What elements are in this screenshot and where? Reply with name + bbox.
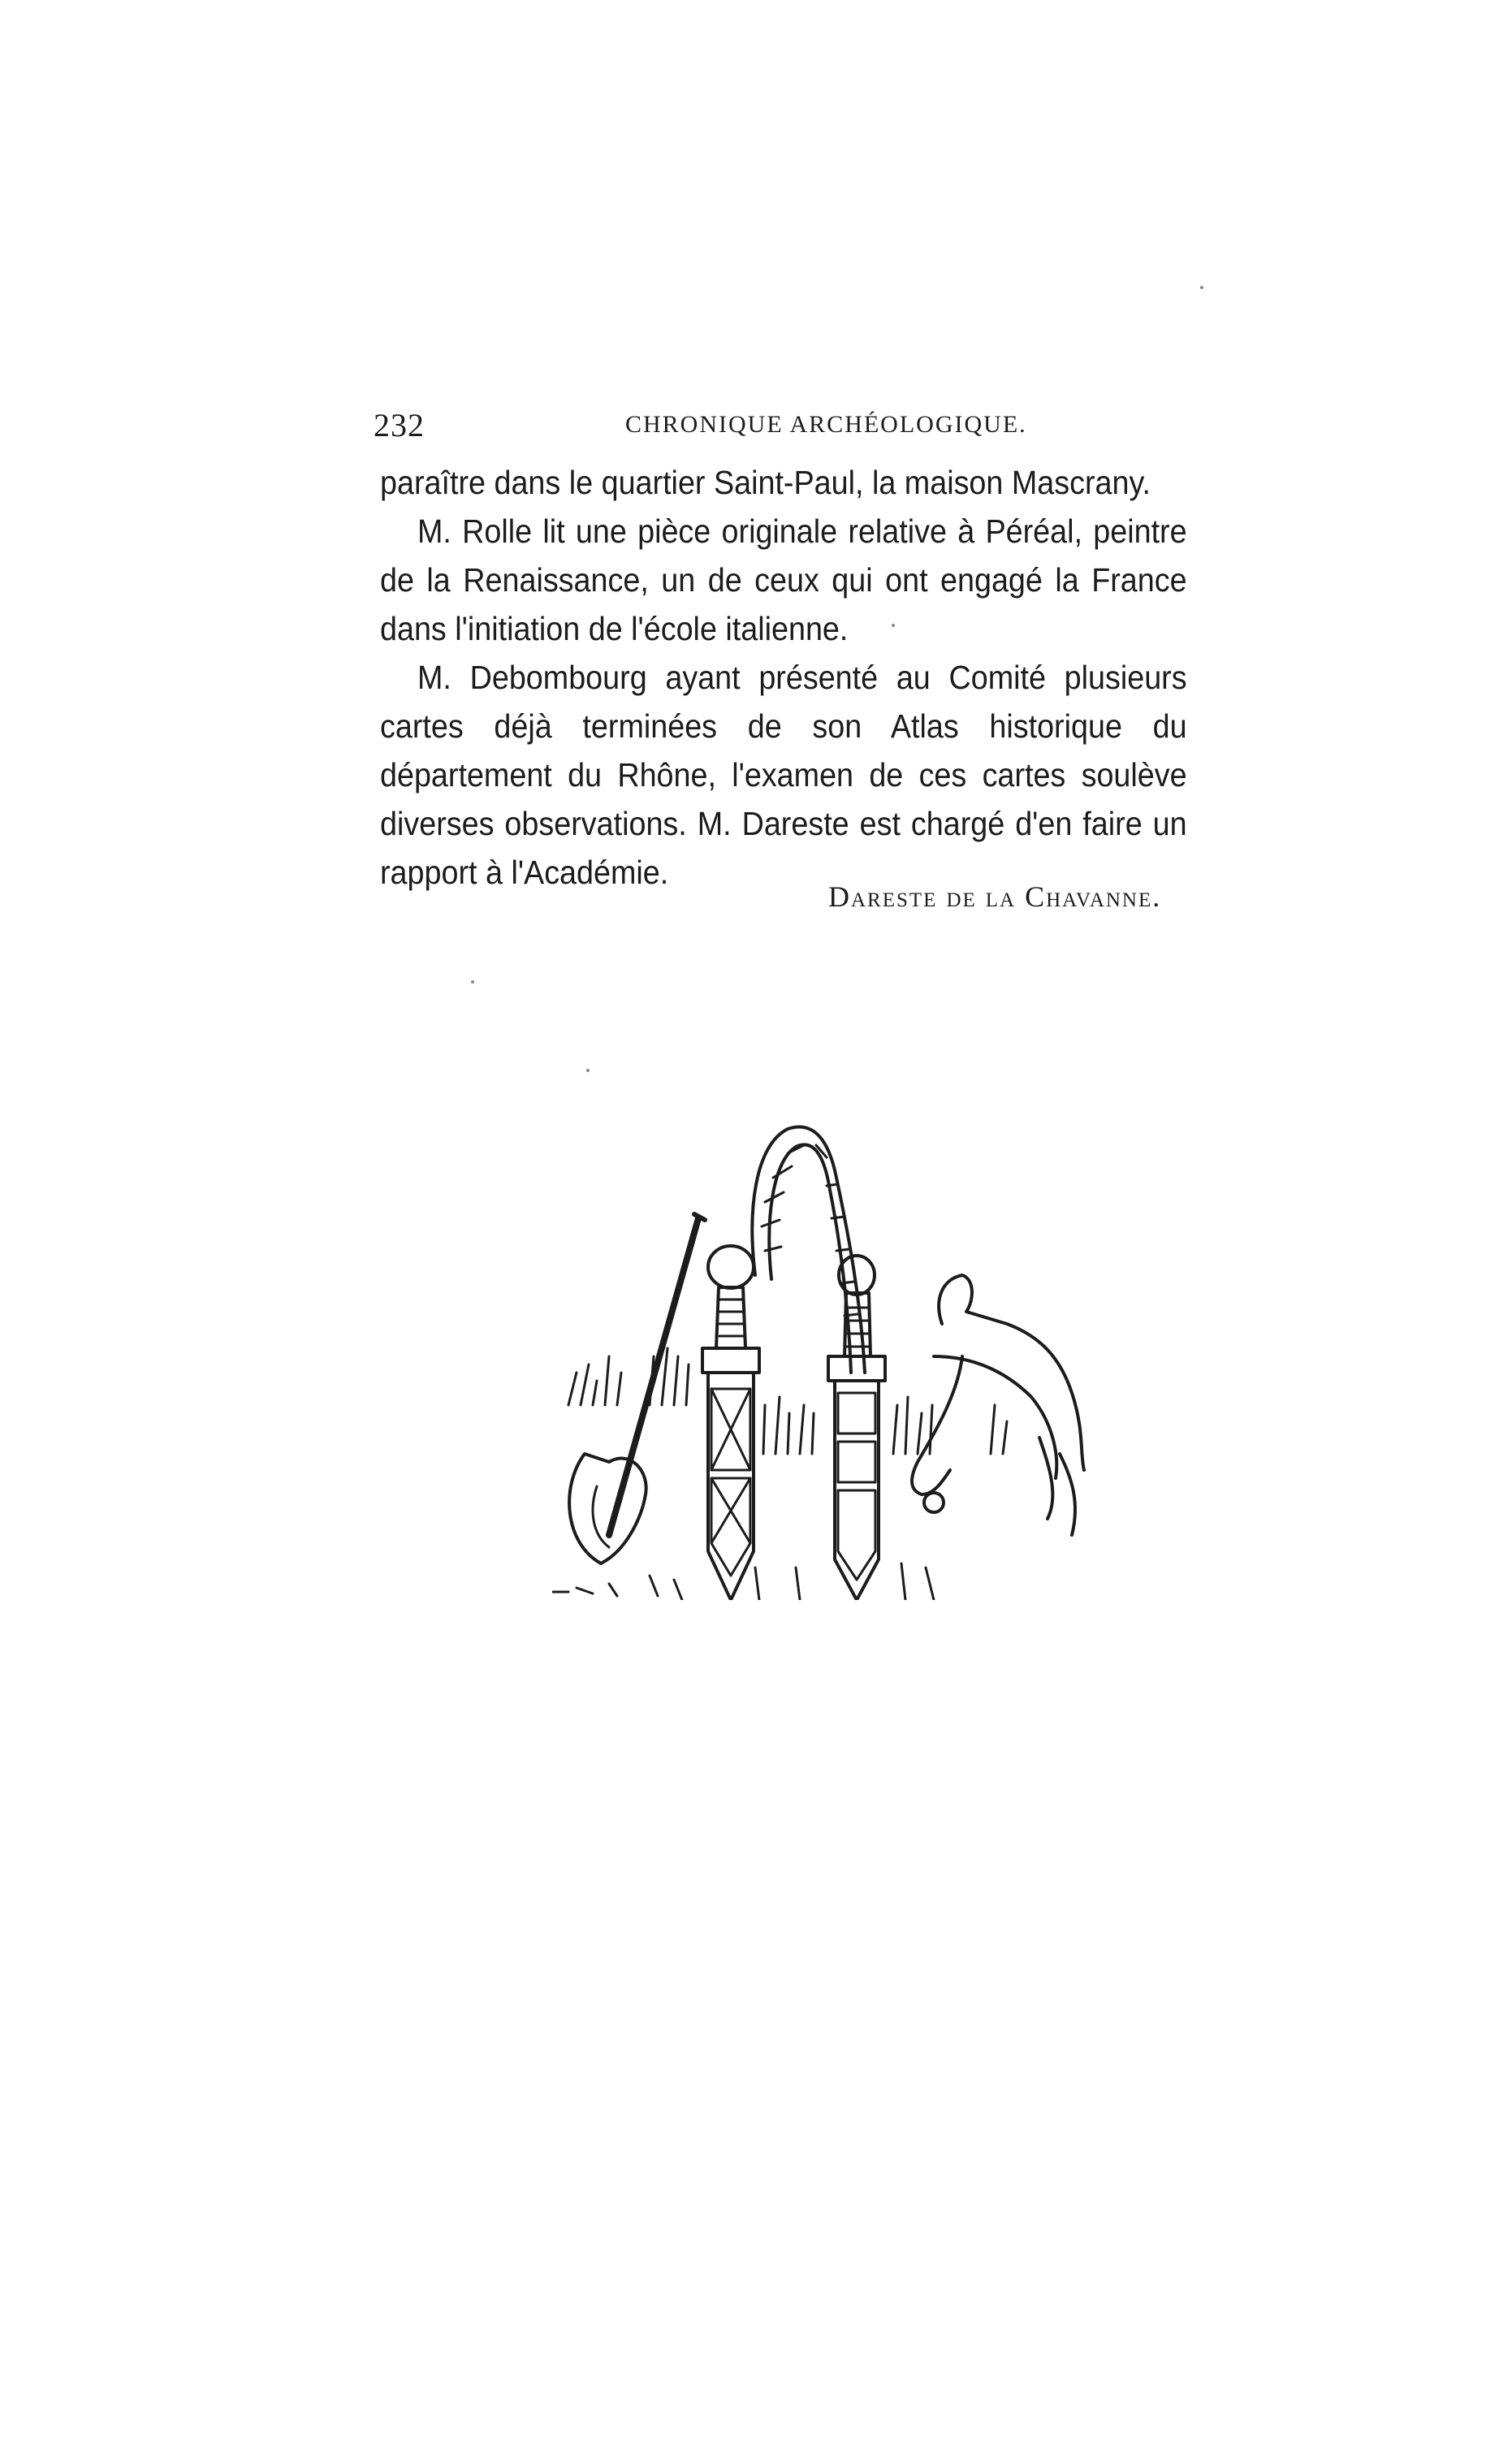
left-dagger-icon — [702, 1246, 759, 1600]
page-number: 232 — [374, 407, 425, 443]
axe-icon — [569, 1214, 705, 1563]
right-dagger-icon — [828, 1256, 885, 1600]
paper-speck — [471, 980, 474, 984]
running-head — [374, 406, 1259, 447]
paper-speck — [1200, 286, 1203, 289]
paper-speck — [892, 624, 895, 627]
paragraph-debombourg: M. Debombourg ayant présenté au Comité plusieurs cartes déjà terminées de son Atlas historique du département du Rhône, l'examen de ces cartes soulève diverses observations. M. Dareste est chargé d'en faire un rapport à l'Académie. — [380, 659, 1187, 891]
curved-knife-icon — [912, 1275, 1084, 1535]
body-text — [380, 458, 1187, 897]
signature: Dareste de la Chavanne. — [828, 880, 1162, 913]
paragraph-rolle: M. Rolle lit une pièce originale relative à Péréal, peintre de la Renaissance, un de ceux qui ont engagé la France dans l'initiation de l'école italienne. — [380, 512, 1187, 647]
vignette-weapons-icon — [552, 1113, 1104, 1600]
running-title: CHRONIQUE ARCHÉOLOGIQUE. — [625, 411, 1027, 438]
ground-tufts-icon — [552, 1348, 1007, 1600]
paragraph-continuation: paraître dans le quartier Saint-Paul, la maison Mascrany. — [380, 464, 1151, 501]
paper-speck — [586, 1069, 590, 1072]
